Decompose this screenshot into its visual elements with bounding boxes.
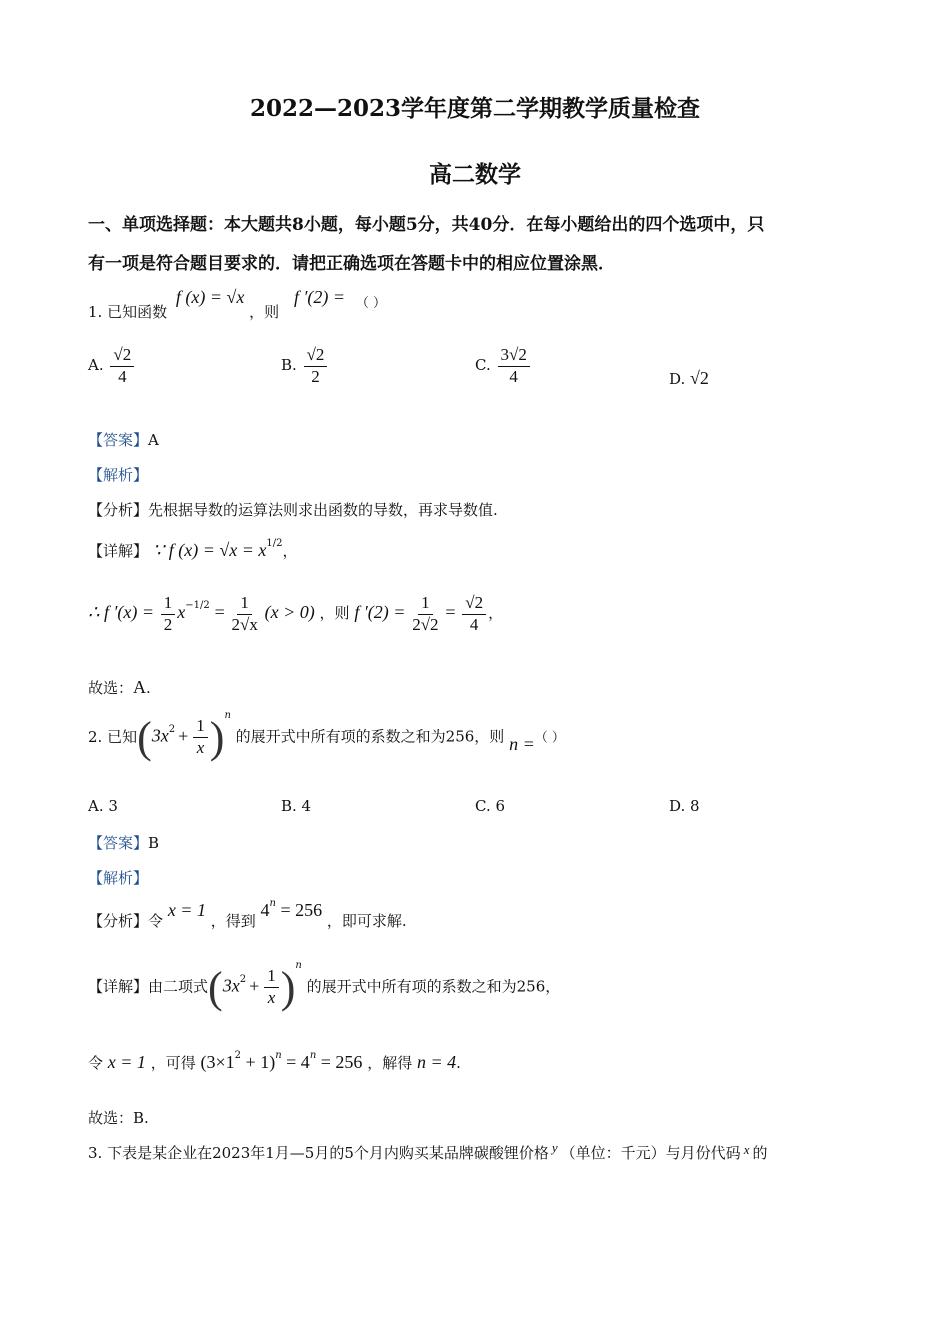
q2-detail-line1: 【详解】由二项式($3x^2$ + $\frac{1}{x}$ )$^n$ 的展开式中所有项的系数之和为256， <box>88 959 561 1012</box>
q2-option-a[interactable]: A. 3 <box>88 797 118 815</box>
section-heading-line2: 有一项是符合题目要求的．请把正确选项在答题卡中的相应位置涂黑． <box>88 254 615 274</box>
question-1 <box>88 287 386 321</box>
section-heading-line1: 一、单项选择题：本大题共8小题，每小题5分，共40分．在每小题给出的四个选项中，只 <box>88 215 765 235</box>
option-fraction: $\frac{3√2}{4}$ <box>498 346 530 386</box>
option-label: A. <box>88 356 104 375</box>
answer-value: A <box>148 431 159 449</box>
option-label: B. <box>281 356 297 375</box>
q2-option-d[interactable]: D. 8 <box>669 797 700 815</box>
q1-paren: （ ） <box>355 296 386 311</box>
question-3: 3. 下表是某企业在2023年1月—5月的5个月内购买某品牌碳酸锂价格 y （单位：千元）与月份代码 x 的 <box>88 1140 768 1162</box>
option-label: D. <box>669 370 686 388</box>
q2-analysis-tag: 【解析】 <box>88 869 149 887</box>
q1-fenxi: 【分析】先根据导数的运算法则求出函数的导数，再求导数值. <box>88 501 498 519</box>
option-label: C. <box>475 356 491 375</box>
page-title: 2022—2023学年度第二学期教学质量检查 <box>249 95 701 122</box>
q2-answer: 【答案】B <box>88 834 160 852</box>
q1-analysis-tag: 【解析】 <box>88 466 149 484</box>
q1-derivative: f ′(2) = <box>293 287 346 307</box>
q2-fenxi: 【分析】令 x = 1 ，得到 $4^n = 256$ ，即可求解. <box>88 898 407 930</box>
q1-option-c[interactable] <box>475 346 532 386</box>
answer-tag: 【答案】 <box>88 431 149 449</box>
q1-mid: ，则 <box>249 303 280 321</box>
q1-detail-step2: ∴ f ′(x) = $\frac{1}{2}$ $x^{-1/2}$ = $\frac{1}{2√x}$ (x > 0) ，则 f ′(2) = $\frac{1}{2√2}$ = $\frac{√2}{4}$ ， <box>88 593 504 634</box>
q1-detail-step1: 【详解】 ∵ f $(x) = √x = x^{1/2}$， <box>88 538 298 560</box>
q2-option-c[interactable]: C. 6 <box>475 797 506 815</box>
q1-function: f (x) = √x <box>175 287 245 307</box>
question-2: 2. 已知($3x^2$ + $\frac{1}{x}$ )$^n$ 的展开式中所有项的系数之和为256，则 n =（ ） <box>88 709 565 762</box>
q1-option-d[interactable] <box>669 368 709 389</box>
q2-detail-line2: 令 x = 1 ，可得 $(3\times 1^2 + 1)^n = 4^n = 256$ ，解得 n = 4. <box>88 1050 461 1072</box>
page-subtitle: 高二数学 <box>429 161 521 188</box>
option-fraction: $\frac{√2}{2}$ <box>304 346 328 386</box>
q1-choose: 故选：A. <box>88 677 151 697</box>
q1-option-b[interactable] <box>281 346 329 386</box>
option-fraction: $\frac{√2}{4}$ <box>110 346 134 386</box>
q1-answer <box>88 429 159 450</box>
q1-prefix: 1. 已知函数 <box>88 303 168 321</box>
q2-option-b[interactable]: B. 4 <box>281 797 312 815</box>
q2-choose: 故选：B. <box>88 1109 149 1127</box>
q1-option-a[interactable] <box>88 346 136 386</box>
option-value: √2 <box>690 368 709 388</box>
